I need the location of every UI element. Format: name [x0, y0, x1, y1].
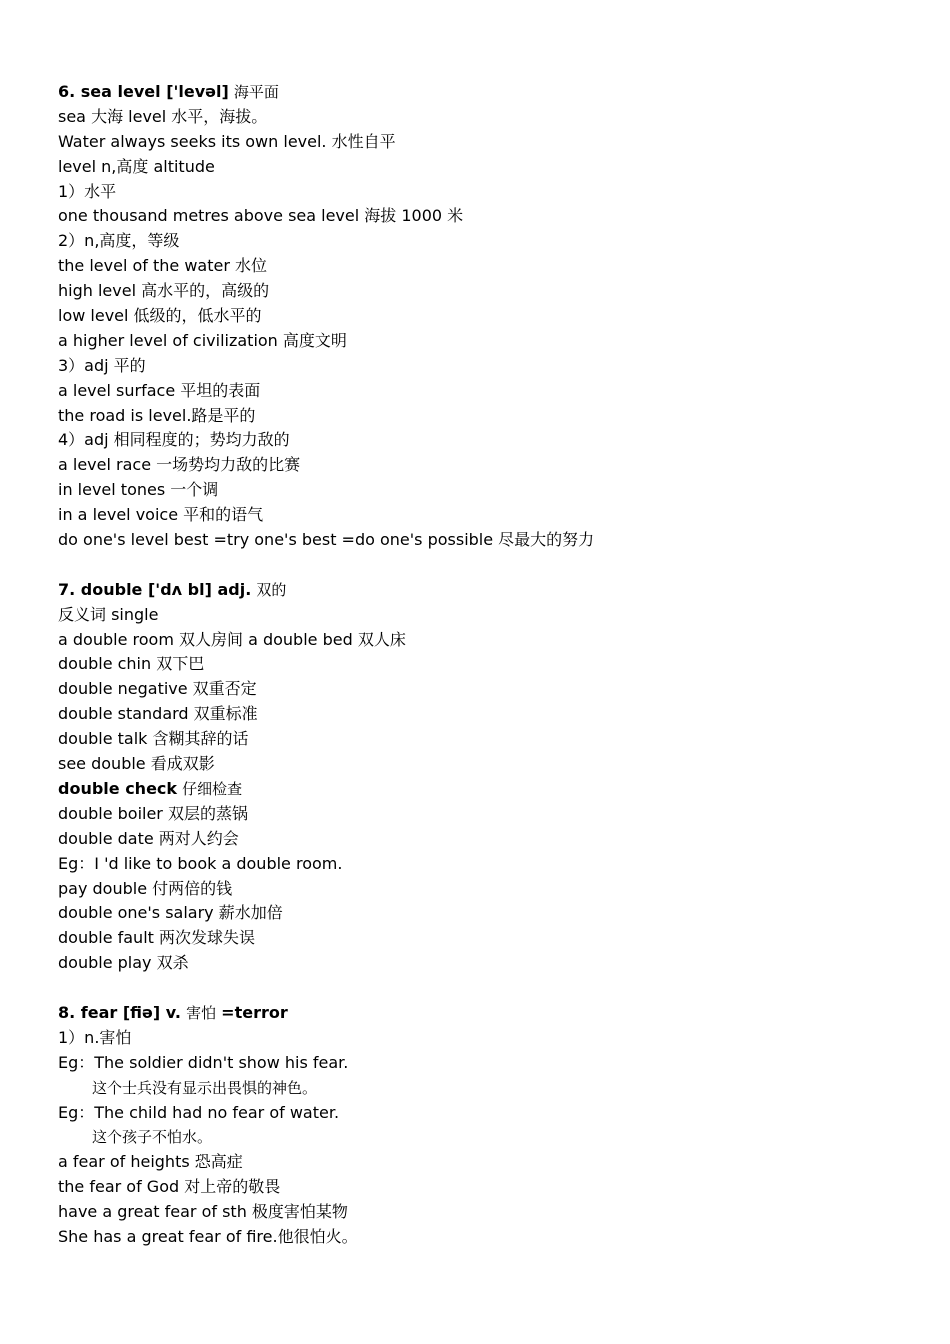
heading-term: 7. double ['dʌ bl] adj.: [58, 579, 252, 599]
entry-line: in a level voice 平和的语气: [58, 505, 264, 525]
entry-line: a level surface 平坦的表面: [58, 380, 261, 400]
document-page: [58, 80, 918, 1250]
entry-line-bold: [58, 777, 918, 802]
entry-line: double talk 含糊其辞的话: [58, 729, 249, 749]
entry-line: a double room 双人房间 a double bed 双人床: [58, 629, 406, 649]
entry-line: 4）adj 相同程度的；势均力敌的: [58, 430, 290, 450]
entry-line: the road is level.路是平的: [58, 405, 256, 425]
entry-line: low level 低级的，低水平的: [58, 306, 262, 326]
entry-line: double standard 双重标准: [58, 704, 258, 724]
translation-line: 这个士兵没有显示出畏惧的神色。: [92, 1078, 318, 1097]
entry-line: sea 大海 level 水平，海拔。: [58, 106, 268, 126]
entry-line: double fault 两次发球失误: [58, 928, 256, 948]
section-heading: [58, 1001, 918, 1026]
entry-line: see double 看成双影: [58, 754, 215, 774]
entry-line: She has a great fear of fire.他很怕火。: [58, 1226, 358, 1246]
entry-line: the level of the water 水位: [58, 256, 268, 276]
entry-line: the fear of God 对上帝的敬畏: [58, 1177, 281, 1197]
entry-line: do one's level best =try one's best =do one's possible 尽最大的努力: [58, 530, 595, 550]
entry-line: 1）n.害怕: [58, 1027, 132, 1047]
entry-line: Water always seeks its own level. 水性自平: [58, 131, 396, 151]
section-spacer: [58, 553, 918, 578]
entry-line: 2）n,高度，等级: [58, 231, 180, 251]
entry-line: double date 两对人约会: [58, 828, 239, 848]
entry-line: double boiler 双层的蒸锅: [58, 803, 248, 823]
heading-translation: 害怕: [186, 1003, 217, 1022]
bold-term: double check: [58, 778, 178, 798]
section-heading: [58, 578, 918, 603]
section-heading: [58, 80, 918, 105]
entry-line: have a great fear of sth 极度害怕某物: [58, 1202, 348, 1222]
entry-line: level n,高度 altitude: [58, 156, 215, 176]
entry-line: one thousand metres above sea level 海拔 1000 米: [58, 206, 464, 226]
translation-line: 这个孩子不怕水。: [92, 1128, 213, 1147]
entry-line: Eg：I 'd like to book a double room.: [58, 853, 343, 873]
entry-line: double one's salary 薪水加倍: [58, 903, 283, 923]
entry-line: a fear of heights 恐高症: [58, 1152, 243, 1172]
section-spacer: [58, 976, 918, 1001]
entry-line: double chin 双下巴: [58, 654, 205, 674]
entry-line: double play 双杀: [58, 953, 189, 973]
entry-line: Eg：The soldier didn't show his fear.: [58, 1052, 349, 1072]
entry-line: pay double 付两倍的钱: [58, 878, 233, 898]
entry-line: in level tones 一个调: [58, 480, 219, 500]
entry-line: Eg：The child had no fear of water.: [58, 1102, 340, 1122]
heading-translation: 双的: [256, 580, 287, 599]
entry-line: double negative 双重否定: [58, 679, 257, 699]
bold-term-translation: 仔细检查: [182, 779, 243, 798]
heading-term: 8. fear [fiə] v.: [58, 1002, 181, 1022]
entry-line: 3）adj 平的: [58, 355, 146, 375]
entry-line: 1）水平: [58, 181, 117, 201]
entry-line: a higher level of civilization 高度文明: [58, 330, 347, 350]
entry-line: a level race 一场势均力敌的比赛: [58, 455, 301, 475]
entry-line: 反义词 single: [58, 604, 159, 624]
heading-synonym: =terror: [221, 1002, 288, 1022]
entry-line: high level 高水平的，高级的: [58, 281, 270, 301]
heading-translation: 海平面: [233, 83, 279, 101]
heading-term: 6. sea level ['levəl]: [58, 82, 229, 101]
